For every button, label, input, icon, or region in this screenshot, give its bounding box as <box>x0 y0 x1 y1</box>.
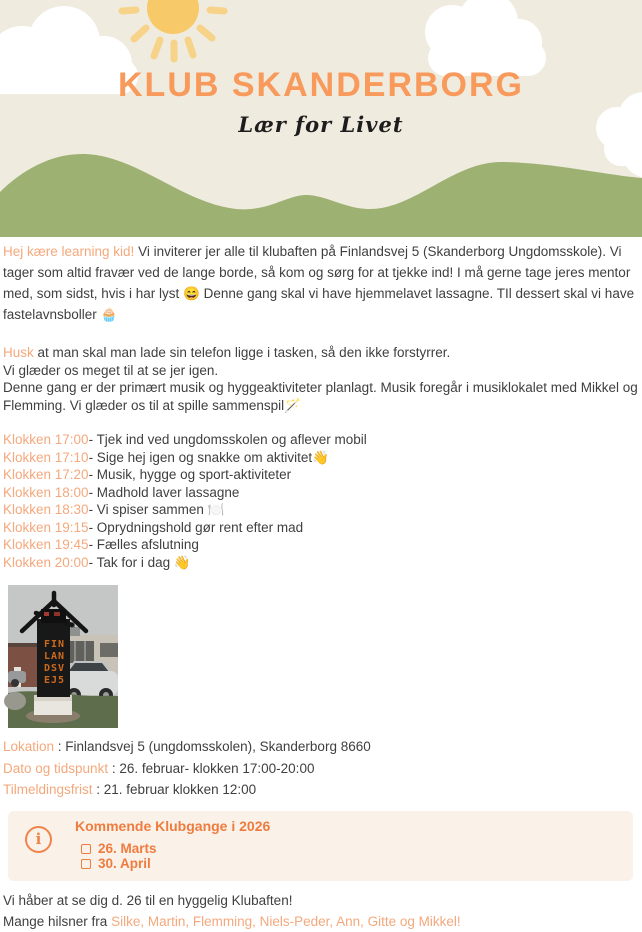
schedule-row <box>3 466 638 484</box>
schedule-row <box>3 484 638 502</box>
schedule-activity: - Tak for i dag 👋 <box>88 554 191 570</box>
schedule-row <box>3 501 638 519</box>
callout-date-item <box>81 841 633 856</box>
schedule-activity: - Musik, hygge og sport-aktiviteter <box>88 467 292 482</box>
sign-text-line: LAN <box>44 651 66 662</box>
schedule-time: Klokken 19:45 <box>3 537 89 552</box>
schedule-time: Klokken 17:20 <box>3 467 89 482</box>
greetings-line <box>3 911 638 932</box>
intro-text: Vi inviterer jer alle til klubaften på Finlandsvej 5 (Skanderborg Ungdomsskole). Vi tager som altid fravær ved de lange borde, så kom og sørg for at tjekke ind! I må gerne tage jeres mentor med, som sidst, hvis i har lyst 😄 Denne gang skal vi have hjemmelavet lassagne. TIl dessert skal vi have fastelavnsboller 🧁 <box>3 244 635 322</box>
detail-label: Dato og tidspunkt <box>3 760 109 776</box>
club-subtitle: Lær for Livet <box>238 112 404 137</box>
detail-label: Tilmeldingsfrist <box>3 782 93 797</box>
reminder-highlight: Husk <box>3 345 34 360</box>
email-body <box>0 241 642 932</box>
schedule-time: Klokken 17:00 <box>3 432 89 447</box>
schedule-list <box>3 431 638 571</box>
detail-value: : 21. februar klokken 12:00 <box>92 782 257 797</box>
schedule-time: Klokken 19:15 <box>3 519 89 535</box>
detail-value: : Finlandsvej 5 (ungdomsskolen), Skanderborg 8660 <box>54 739 371 754</box>
hero-banner <box>0 0 642 237</box>
detail-location <box>3 736 638 758</box>
schedule-row <box>3 449 638 467</box>
event-details <box>3 736 638 801</box>
schedule-time: Klokken 17:10 <box>3 449 89 465</box>
detail-deadline <box>3 779 638 801</box>
callout-date-label: 30. April <box>98 855 151 871</box>
schedule-activity: - Fælles afslutning <box>88 537 199 552</box>
sign-off <box>3 890 638 932</box>
schedule-activity: - Oprydningshold gør rent efter mad <box>88 519 304 535</box>
schedule-activity: - Madhold laver lassagne <box>88 484 240 500</box>
greetings-prefix: Mange hilsner fra <box>3 913 112 929</box>
callout-title: Kommende Klubgange i 2026 <box>75 817 271 834</box>
greetings-names: Silke, Martin, Flemming, Niels-Peder, Ann, Gitte og Mikkel! <box>111 913 461 929</box>
sign-text-line: EJ5 <box>44 675 66 686</box>
info-block <box>3 344 638 414</box>
looking-forward-line: Vi glæder os meget til at se jer igen. <box>3 362 219 378</box>
detail-label: Lokation <box>3 739 55 754</box>
schedule-row <box>3 536 638 554</box>
schedule-activity: - Tjek ind ved ungdomsskolen og aflever mobil <box>88 432 367 447</box>
schedule-time: Klokken 18:00 <box>3 484 89 500</box>
closing-line: Vi håber at se dig d. 26 til en hyggelig Klubaften! <box>3 892 293 908</box>
activities-line: Denne gang er der primært musik og hyggeaktiviteter planlagt. Musik foregår i musiklokalet med Mikkel og Flemming. Vi glæder os til at spille sammenspil🪄 <box>3 380 638 413</box>
callout-date-item <box>81 856 633 871</box>
detail-value: : 26. februar- klokken 17:00-20:00 <box>108 760 315 776</box>
reminder-line <box>3 344 638 362</box>
sign-text-line: DSV <box>44 663 66 674</box>
schedule-row <box>3 431 638 449</box>
detail-datetime <box>3 758 638 780</box>
schedule-activity: - Sige hej igen og snakke om aktivitet👋 <box>88 449 329 465</box>
callout-date-label: 26. Marts <box>98 840 157 856</box>
schedule-row <box>3 554 638 572</box>
intro-greeting: Hej kære learning kid! <box>3 244 135 259</box>
checkbox-icon <box>81 844 91 854</box>
schedule-time: Klokken 18:30 <box>3 502 89 517</box>
club-title: KLUB SKANDERBORG <box>118 66 524 104</box>
info-icon: i <box>25 826 52 853</box>
schedule-time: Klokken 20:00 <box>3 554 89 570</box>
checkbox-icon <box>81 859 91 869</box>
sign-text-line: FIN <box>44 639 66 650</box>
reminder-text: at man skal man lade sin telefon ligge i tasken, så den ikke forstyrrer. <box>33 345 451 360</box>
schedule-activity: - Vi spiser sammen 🍽️ <box>88 502 225 517</box>
intro-paragraph <box>3 241 638 325</box>
schedule-row <box>3 519 638 537</box>
venue-photo <box>8 585 118 728</box>
upcoming-dates-callout <box>8 811 633 881</box>
